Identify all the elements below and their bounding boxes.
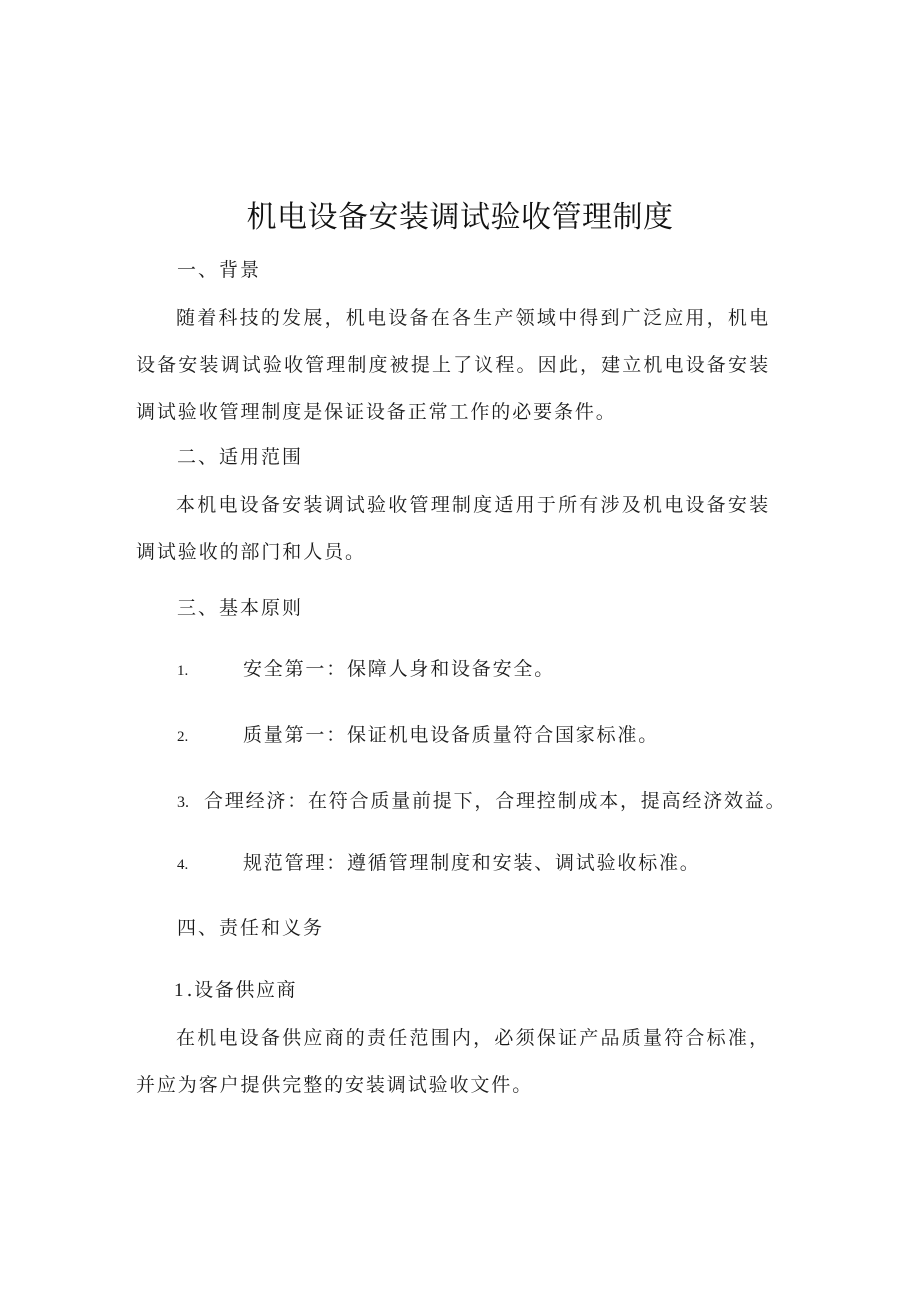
list-text: 合理经济：在符合质量前提下，合理控制成本，提高经济效益。 [204, 790, 787, 812]
section-heading-scope: 二、适用范围 [177, 446, 304, 468]
paragraph-supplier: 在机电设备供应商的责任范围内，必须保证产品质量符合标准，并应为客户提供完整的安装调试验收文件。 [136, 1027, 770, 1096]
document-title: 机电设备安装调试验收管理制度 [246, 200, 674, 235]
paragraph-background: 随着科技的发展，机电设备在各生产领域中得到广泛应用，机电设备安装调试验收管理制度被提上了议程。因此，建立机电设备安装调试验收管理制度是保证设备正常工作的必要条件。 [136, 307, 770, 423]
list-number: 4. [177, 857, 189, 873]
principle-item-3 [177, 786, 786, 813]
subheading-number: 1 [174, 980, 187, 1001]
list-text: 质量第一：保证机电设备质量符合国家标准。 [243, 724, 660, 746]
subheading-supplier [174, 975, 297, 1002]
section-heading-responsibilities: 四、责任和义务 [177, 917, 325, 939]
subheading-label: .设备供应商 [186, 979, 298, 1001]
section-heading-background: 一、背景 [177, 259, 262, 281]
list-text: 安全第一：保障人身和设备安全。 [243, 658, 556, 680]
list-number: 3. [177, 794, 189, 811]
principle-item-4 [177, 848, 701, 875]
list-number: 2. [177, 729, 189, 745]
paragraph-scope: 本机电设备安装调试验收管理制度适用于所有涉及机电设备安装调试验收的部门和人员。 [136, 494, 770, 563]
section-heading-principles: 三、基本原则 [177, 597, 304, 619]
principle-item-1 [177, 654, 555, 681]
list-number: 1. [177, 663, 189, 679]
list-text: 规范管理：遵循管理制度和安装、调试验收标准。 [243, 852, 701, 874]
principle-item-2 [177, 720, 659, 747]
